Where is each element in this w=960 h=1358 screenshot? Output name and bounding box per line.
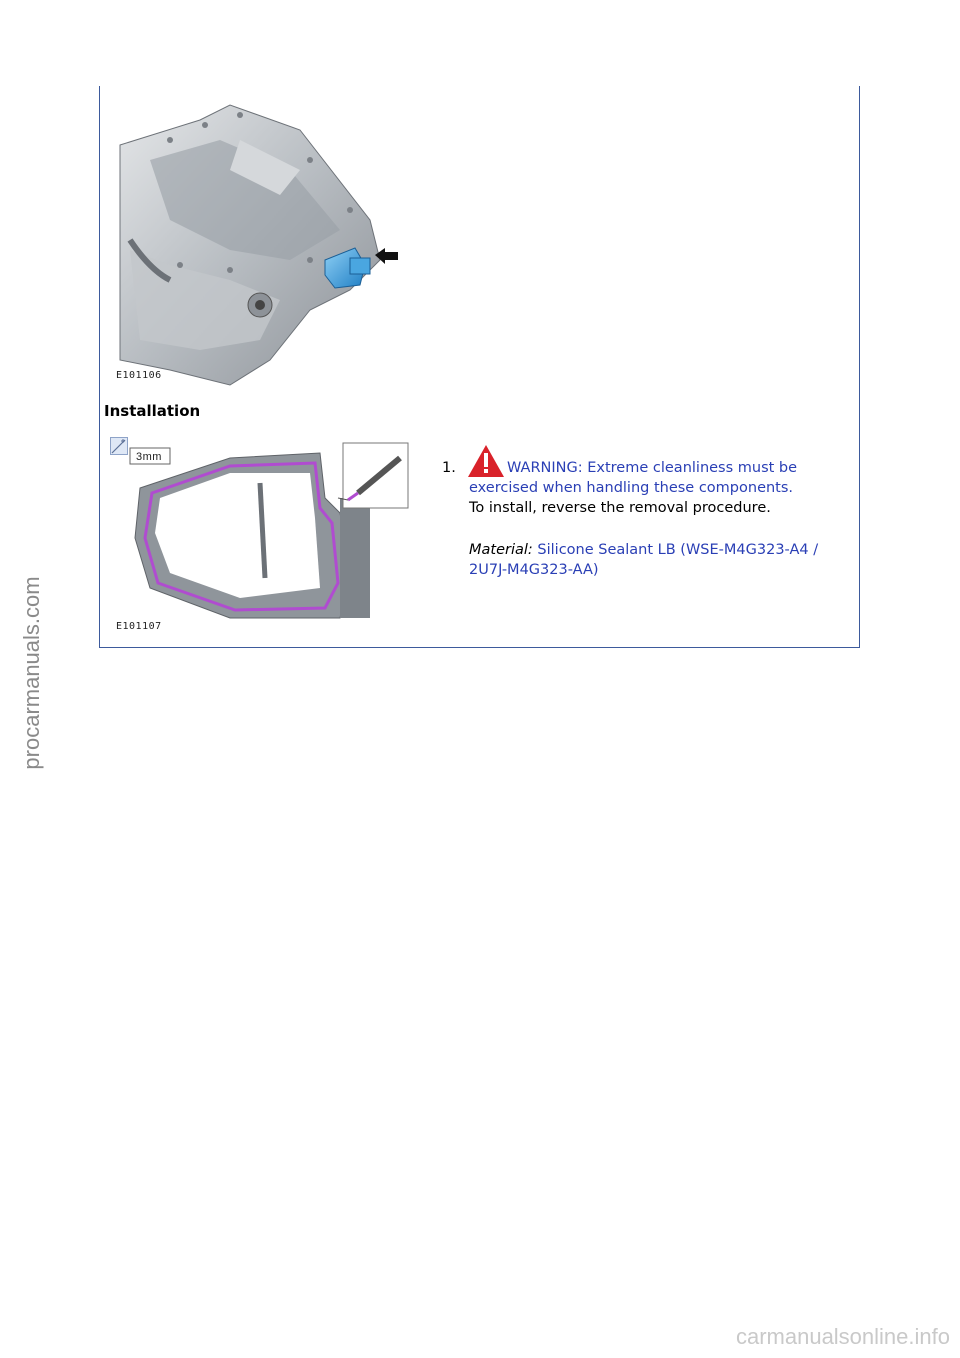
material-line	[469, 540, 839, 580]
figure-code-bottom: E101107	[116, 621, 162, 632]
step-number: 1.	[442, 460, 456, 476]
material-label: Material:	[469, 542, 533, 558]
figure-code-top: E101106	[116, 370, 162, 381]
instruction-text: To install, reverse the removal procedure.	[469, 500, 771, 516]
material-value[interactable]: Silicone Sealant LB (WSE-M4G323-A4 / 2U7J-M4G323-AA)	[469, 542, 819, 578]
callout-3mm: 3mm	[136, 451, 162, 463]
oil-pan-figure	[110, 100, 410, 390]
side-watermark: procarmanuals.com	[19, 576, 44, 770]
warning-text: WARNING: Extreme cleanliness must be exercised when handling these components.	[469, 460, 798, 496]
section-heading: Installation	[104, 402, 201, 420]
sealant-figure	[110, 438, 410, 633]
bottom-watermark: carmanualsonline.info	[735, 1324, 950, 1349]
